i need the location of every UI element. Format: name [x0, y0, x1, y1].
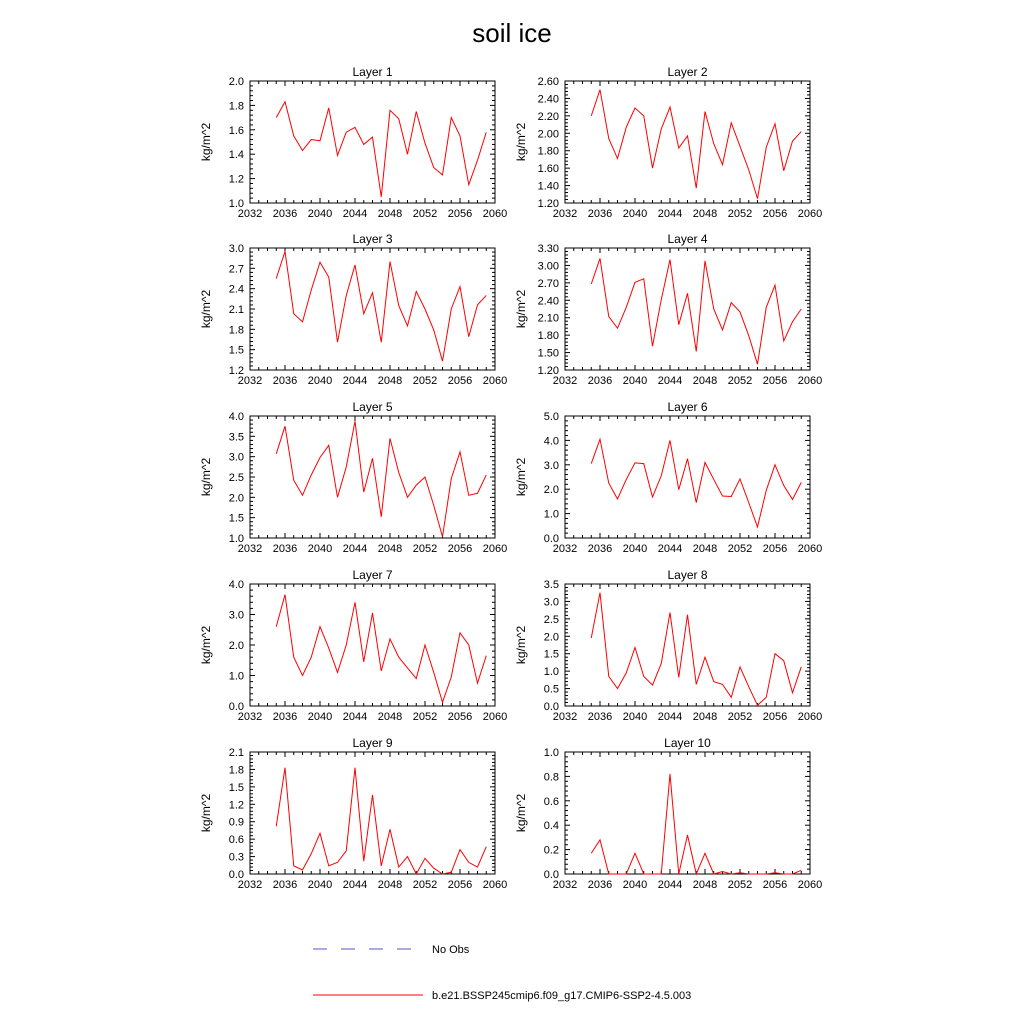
y-tick-label: 1.8: [228, 100, 244, 113]
y-tick-label: 3.00: [537, 260, 559, 273]
x-tick-label: 2036: [587, 711, 613, 723]
y-tick-label: 4.0: [228, 579, 244, 591]
y-tick-label: 2.0: [543, 484, 559, 497]
y-tick-label: 3.0: [543, 459, 559, 472]
x-tick-label: 2052: [412, 375, 438, 387]
y-tick-label: 3.0: [228, 451, 244, 464]
plot-frame: [565, 416, 810, 538]
x-tick-label: 2048: [692, 711, 718, 723]
series-line: [591, 439, 801, 527]
y-tick-label: 0.0: [228, 701, 244, 713]
series-line: [276, 768, 486, 874]
x-tick-label: 2060: [797, 208, 823, 220]
x-tick-label: 2060: [797, 543, 823, 555]
x-tick-label: 2056: [762, 375, 788, 387]
panel-title: Layer 10: [664, 736, 711, 750]
x-tick-label: 2040: [622, 208, 648, 220]
y-tick-label: 1.5: [228, 344, 244, 357]
y-axis-label: kg/m^2: [514, 289, 528, 329]
panel-layer-10: [514, 736, 822, 891]
panel-layer-9: [199, 736, 507, 891]
x-tick-label: 2044: [342, 543, 368, 555]
x-tick-label: 2056: [762, 879, 788, 891]
x-tick-label: 2048: [377, 879, 403, 891]
y-tick-label: 2.4: [228, 283, 244, 296]
y-tick-label: 1.0: [543, 666, 559, 679]
y-tick-label: 1.0: [228, 533, 244, 545]
y-tick-label: 4.0: [228, 411, 244, 423]
y-tick-label: 0.4: [543, 820, 559, 833]
x-tick-label: 2032: [237, 375, 263, 387]
y-axis-label: kg/m^2: [199, 457, 213, 497]
figure-title: soil ice: [472, 18, 552, 48]
x-tick-label: 2048: [692, 879, 718, 891]
y-tick-label: 1.2: [228, 365, 244, 377]
plot-frame: [565, 752, 810, 874]
series-line: [591, 90, 801, 199]
series-line: [276, 595, 486, 703]
x-tick-label: 2032: [552, 543, 578, 555]
x-tick-label: 2056: [762, 543, 788, 555]
y-tick-label: 1.20: [537, 198, 559, 210]
x-tick-label: 2036: [587, 879, 613, 891]
y-axis-label: kg/m^2: [199, 289, 213, 329]
y-tick-label: 3.0: [228, 243, 244, 255]
y-tick-label: 3.0: [543, 596, 559, 609]
series-line: [591, 593, 801, 706]
x-tick-label: 2044: [657, 543, 683, 555]
x-tick-label: 2040: [622, 375, 648, 387]
y-tick-label: 0.2: [543, 844, 559, 857]
panel-layer-8: [514, 568, 822, 723]
y-tick-label: 2.20: [537, 110, 559, 123]
y-tick-label: 0.6: [228, 834, 244, 847]
x-tick-label: 2040: [307, 543, 333, 555]
x-tick-label: 2048: [377, 208, 403, 220]
x-tick-label: 2048: [377, 375, 403, 387]
series-line: [276, 102, 486, 197]
x-tick-label: 2044: [342, 375, 368, 387]
panel-title: Layer 6: [667, 400, 708, 414]
y-tick-label: 0.0: [543, 869, 559, 881]
y-axis-label: kg/m^2: [199, 625, 213, 665]
y-tick-label: 0.3: [228, 851, 244, 864]
x-tick-label: 2044: [657, 711, 683, 723]
x-tick-label: 2032: [552, 879, 578, 891]
x-tick-label: 2052: [412, 711, 438, 723]
y-tick-label: 2.1: [228, 747, 244, 759]
x-tick-label: 2040: [622, 879, 648, 891]
y-tick-label: 0.0: [543, 701, 559, 713]
x-tick-label: 2036: [272, 543, 298, 555]
y-tick-label: 2.1: [228, 304, 244, 316]
y-tick-label: 0.0: [228, 869, 244, 881]
x-tick-label: 2060: [797, 375, 823, 387]
y-tick-label: 2.5: [543, 613, 559, 626]
y-tick-label: 1.6: [228, 124, 244, 137]
y-tick-label: 1.0: [543, 747, 559, 759]
panel-title: Layer 3: [352, 232, 393, 246]
x-tick-label: 2036: [272, 208, 298, 220]
y-tick-label: 2.70: [537, 277, 559, 290]
y-tick-label: 2.7: [228, 263, 244, 276]
panel-title: Layer 5: [352, 400, 393, 414]
y-tick-label: 5.0: [543, 411, 559, 423]
x-tick-label: 2056: [447, 711, 473, 723]
series-line: [591, 258, 801, 364]
x-tick-label: 2052: [727, 879, 753, 891]
x-tick-label: 2052: [727, 375, 753, 387]
x-tick-label: 2044: [342, 208, 368, 220]
panels: [199, 65, 822, 891]
series-line: [276, 421, 486, 536]
x-tick-label: 2032: [552, 711, 578, 723]
x-tick-label: 2036: [587, 543, 613, 555]
x-tick-label: 2044: [657, 375, 683, 387]
x-tick-label: 2048: [692, 208, 718, 220]
y-tick-label: 2.40: [537, 93, 559, 106]
legend: [313, 944, 691, 1002]
legend-label-no-obs: No Obs: [432, 944, 470, 956]
panel-layer-6: [514, 400, 822, 555]
y-tick-label: 1.20: [537, 365, 559, 377]
y-tick-label: 2.5: [228, 472, 244, 484]
plot-frame: [250, 752, 495, 874]
y-tick-label: 2.0: [543, 631, 559, 644]
y-tick-label: 1.50: [537, 347, 559, 360]
y-tick-label: 2.00: [537, 128, 559, 141]
x-tick-label: 2036: [272, 711, 298, 723]
x-tick-label: 2056: [762, 711, 788, 723]
y-axis-label: kg/m^2: [514, 457, 528, 497]
x-tick-label: 2048: [692, 543, 718, 555]
y-tick-label: 1.5: [228, 781, 244, 794]
y-tick-label: 3.0: [228, 609, 244, 622]
x-tick-label: 2032: [237, 879, 263, 891]
x-tick-label: 2040: [622, 711, 648, 723]
x-tick-label: 2060: [482, 543, 508, 555]
x-tick-label: 2056: [762, 208, 788, 220]
y-tick-label: 1.0: [228, 670, 244, 683]
x-tick-label: 2060: [482, 375, 508, 387]
y-tick-label: 2.40: [537, 295, 559, 308]
x-tick-label: 2044: [342, 711, 368, 723]
x-tick-label: 2060: [482, 208, 508, 220]
x-tick-label: 2036: [587, 375, 613, 387]
y-tick-label: 2.10: [537, 312, 559, 325]
y-tick-label: 2.0: [228, 76, 244, 88]
y-axis-label: kg/m^2: [514, 122, 528, 162]
y-tick-label: 0.6: [543, 795, 559, 808]
x-tick-label: 2036: [272, 375, 298, 387]
x-tick-label: 2044: [657, 879, 683, 891]
panel-title: Layer 7: [352, 568, 393, 582]
x-tick-label: 2040: [307, 711, 333, 723]
x-tick-label: 2052: [412, 879, 438, 891]
y-tick-label: 1.4: [228, 149, 244, 162]
y-tick-label: 1.40: [537, 180, 559, 193]
x-tick-label: 2048: [377, 543, 403, 555]
x-tick-label: 2048: [692, 375, 718, 387]
y-tick-label: 1.8: [228, 324, 244, 337]
x-tick-label: 2032: [552, 375, 578, 387]
y-tick-label: 0.9: [228, 816, 244, 829]
plot-frame: [565, 584, 810, 706]
y-tick-label: 2.0: [228, 640, 244, 652]
x-tick-label: 2052: [412, 208, 438, 220]
panel-title: Layer 9: [352, 736, 393, 750]
y-tick-label: 0.5: [543, 683, 559, 696]
panel-layer-5: [199, 400, 507, 555]
y-tick-label: 1.80: [537, 145, 559, 158]
y-tick-label: 1.5: [228, 512, 244, 525]
panel-title: Layer 1: [352, 65, 393, 79]
x-tick-label: 2052: [727, 543, 753, 555]
x-tick-label: 2044: [657, 208, 683, 220]
y-axis-label: kg/m^2: [514, 625, 528, 665]
x-tick-label: 2036: [587, 208, 613, 220]
y-tick-label: 1.2: [228, 799, 244, 812]
plot-frame: [565, 248, 810, 370]
x-tick-label: 2052: [727, 208, 753, 220]
x-tick-label: 2056: [447, 375, 473, 387]
panel-layer-3: [199, 232, 507, 387]
y-tick-label: 0.8: [543, 771, 559, 784]
y-axis-label: kg/m^2: [199, 122, 213, 162]
x-tick-label: 2060: [482, 711, 508, 723]
y-tick-label: 0.0: [543, 533, 559, 545]
y-tick-label: 1.8: [228, 764, 244, 777]
series-line: [276, 251, 486, 361]
y-tick-label: 1.0: [543, 508, 559, 521]
x-tick-label: 2060: [482, 879, 508, 891]
plot-frame: [250, 584, 495, 706]
plot-frame: [250, 81, 495, 203]
y-tick-label: 3.30: [537, 243, 559, 255]
panel-layer-1: [199, 65, 507, 220]
legend-label-model-run: b.e21.BSSP245cmip6.f09_g17.CMIP6-SSP2-4.5.003: [432, 990, 692, 1002]
y-tick-label: 1.80: [537, 330, 559, 343]
x-tick-label: 2040: [307, 208, 333, 220]
panel-layer-2: [514, 65, 822, 220]
x-tick-label: 2032: [237, 208, 263, 220]
y-tick-label: 3.5: [228, 431, 244, 444]
panel-title: Layer 4: [667, 232, 708, 246]
panel-title: Layer 8: [667, 568, 708, 582]
y-tick-label: 4.0: [543, 435, 559, 448]
y-tick-label: 2.0: [228, 492, 244, 505]
y-tick-label: 3.5: [543, 579, 559, 591]
x-tick-label: 2052: [727, 711, 753, 723]
panel-layer-7: [199, 568, 507, 723]
y-tick-label: 1.60: [537, 163, 559, 176]
x-tick-label: 2032: [552, 208, 578, 220]
x-tick-label: 2040: [307, 879, 333, 891]
panel-title: Layer 2: [667, 65, 708, 79]
y-axis-label: kg/m^2: [199, 793, 213, 833]
x-tick-label: 2060: [797, 711, 823, 723]
x-tick-label: 2056: [447, 208, 473, 220]
x-tick-label: 2032: [237, 711, 263, 723]
panel-layer-4: [514, 232, 822, 387]
x-tick-label: 2044: [342, 879, 368, 891]
x-tick-label: 2048: [377, 711, 403, 723]
x-tick-label: 2040: [622, 543, 648, 555]
y-tick-label: 1.5: [543, 648, 559, 661]
y-tick-label: 2.60: [537, 76, 559, 88]
x-tick-label: 2036: [272, 879, 298, 891]
x-tick-label: 2056: [447, 879, 473, 891]
x-tick-label: 2056: [447, 543, 473, 555]
x-tick-label: 2040: [307, 375, 333, 387]
y-tick-label: 1.0: [228, 198, 244, 210]
x-tick-label: 2052: [412, 543, 438, 555]
y-axis-label: kg/m^2: [514, 793, 528, 833]
series-line: [591, 774, 801, 874]
y-tick-label: 1.2: [228, 173, 244, 186]
x-tick-label: 2032: [237, 543, 263, 555]
x-tick-label: 2060: [797, 879, 823, 891]
